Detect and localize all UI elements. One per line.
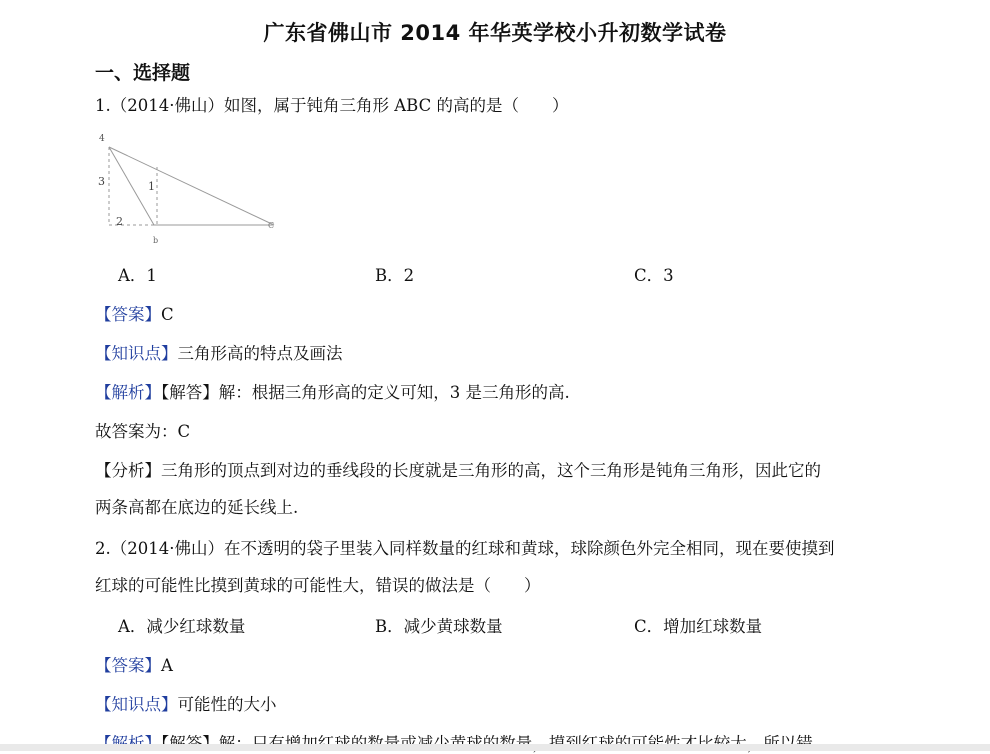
- question-2-stem-line-1: 2.（2014·佛山）在不透明的袋子里装入同样数量的红球和黄球，球除颜色外完全相同，现在要使摸到: [95, 539, 835, 558]
- answer-tag: 【答案】: [95, 305, 161, 324]
- document-title: 广东省佛山市 2014 年华英学校小升初数学试卷: [263, 21, 727, 45]
- label-left: 3: [98, 175, 105, 188]
- label-mid: 1: [148, 180, 155, 193]
- q1-analysis-line-1: 【分析】三角形的顶点到对边的垂线段的长度就是三角形的高，这个三角形是钝角三角形，因此它的: [95, 461, 821, 480]
- q1-option-b: B．2: [375, 266, 415, 285]
- triangle-lines: [109, 147, 274, 225]
- q2-option-c: C．增加红球数量: [634, 617, 763, 636]
- knowledge-tag: 【知识点】: [95, 695, 178, 714]
- knowledge-tag: 【知识点】: [95, 344, 178, 363]
- q1-answer: [95, 301, 174, 325]
- label-right: C: [268, 221, 275, 230]
- knowledge-value: 三角形高的特点及画法: [177, 344, 343, 363]
- answer-value: C: [161, 305, 174, 324]
- viewer-bottom-edge: [0, 744, 990, 751]
- q2-answer: [95, 652, 173, 676]
- explanation-text: 【解答】解：根据三角形高的定义可知，3 是三角形的高.: [161, 383, 570, 402]
- answer-tag: 【答案】: [95, 656, 161, 675]
- knowledge-value: 可能性的大小: [177, 695, 277, 714]
- q1-analysis-line-2: 两条高都在底边的延长线上.: [95, 498, 299, 517]
- q1-explanation: [95, 379, 570, 403]
- q1-option-c: C．3: [634, 266, 674, 285]
- q1-option-a: A．1: [118, 266, 157, 285]
- q1-conclusion: 故答案为：C: [95, 422, 191, 441]
- question-1-stem: 1.（2014·佛山）如图，属于钝角三角形 ABC 的高的是（ ）: [95, 96, 569, 115]
- label-base: b: [153, 236, 159, 245]
- question-2-stem-line-2: 红球的可能性比摸到黄球的可能性大，错误的做法是（ ）: [95, 576, 541, 595]
- q2-option-b: B．减少黄球数量: [375, 617, 503, 636]
- answer-value: A: [161, 656, 173, 675]
- triangle-figure: [96, 130, 286, 248]
- q2-option-a: A．减少红球数量: [118, 617, 246, 636]
- label-bottom: 2: [116, 215, 123, 228]
- q1-knowledge-point: [95, 340, 343, 364]
- label-top: 4: [99, 134, 105, 144]
- section-heading: 一、选择题: [95, 62, 191, 84]
- explanation-tag: 【解析】: [95, 383, 161, 402]
- q2-knowledge-point: [95, 691, 277, 715]
